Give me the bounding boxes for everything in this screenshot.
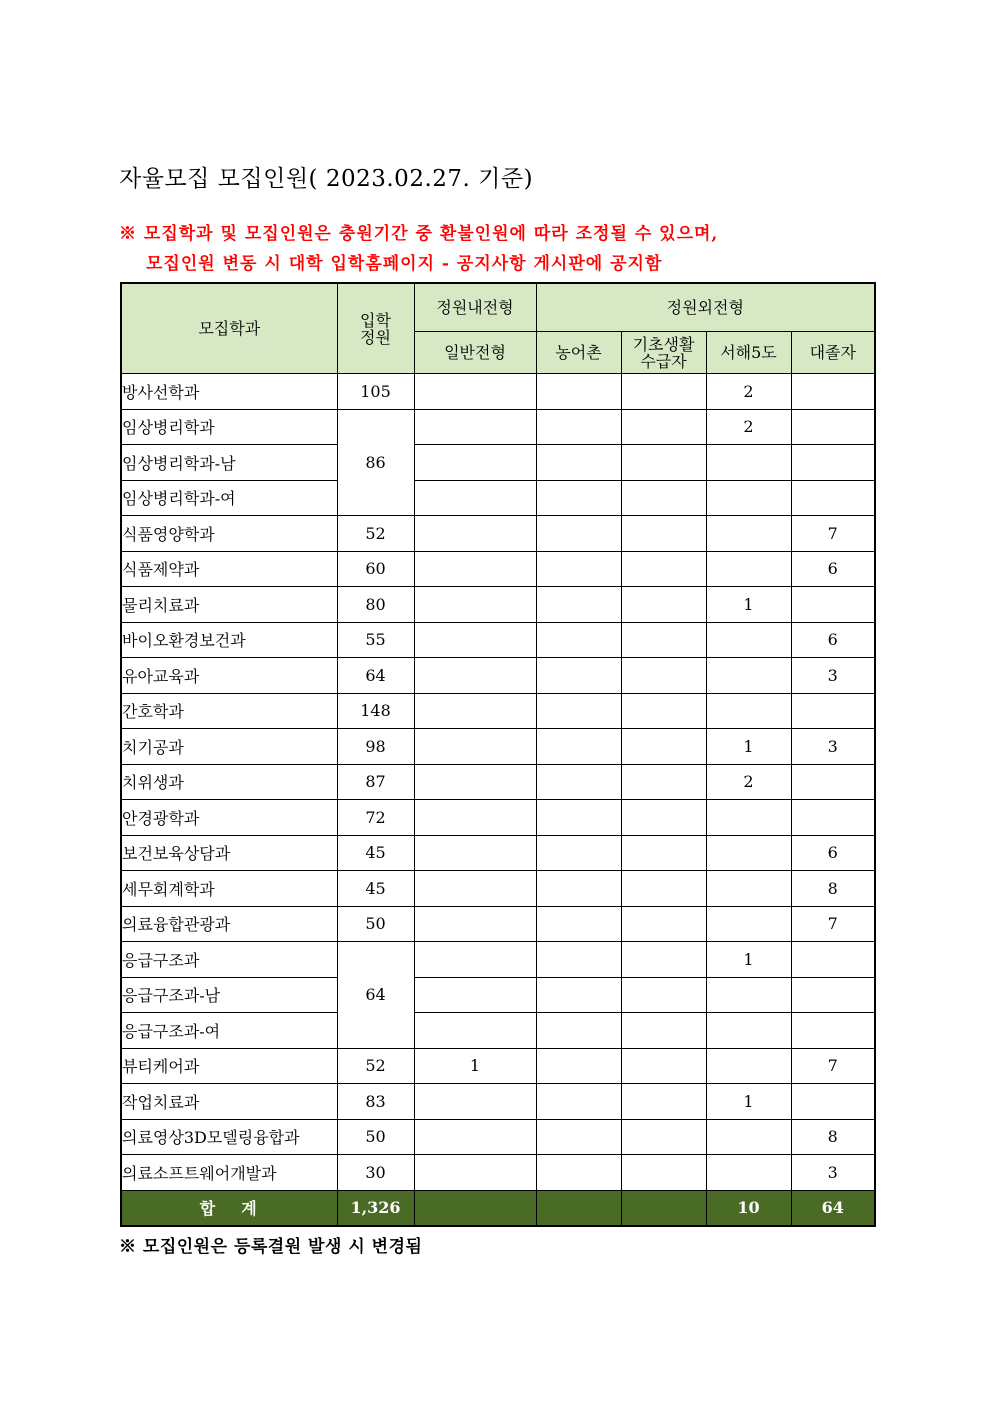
basic-cell [621, 835, 706, 871]
dept-name: 임상병리학과-남 [121, 445, 337, 481]
basic-cell [621, 622, 706, 658]
rural-cell [536, 800, 621, 836]
grad-cell [791, 480, 875, 516]
dept-name: 간호학과 [121, 693, 337, 729]
quota-cell: 30 [337, 1155, 414, 1191]
dept-name: 치위생과 [121, 764, 337, 800]
grad-cell: 7 [791, 906, 875, 942]
seohae-cell: 1 [706, 942, 791, 978]
quota-cell: 50 [337, 906, 414, 942]
basic-cell [621, 1048, 706, 1084]
basic-cell [621, 480, 706, 516]
header-within-quota: 정원내전형 [414, 283, 536, 332]
rural-cell [536, 622, 621, 658]
seohae-cell [706, 516, 791, 552]
dept-name: 세무회계학과 [121, 871, 337, 907]
quota-cell: 55 [337, 622, 414, 658]
quota-cell: 80 [337, 587, 414, 623]
header-outside-quota: 정원외전형 [536, 283, 875, 332]
total-label: 합계 [121, 1190, 337, 1226]
dept-name: 물리치료과 [121, 587, 337, 623]
dept-name: 방사선학과 [121, 374, 337, 410]
general-cell [414, 800, 536, 836]
rural-cell [536, 729, 621, 765]
quota-cell: 148 [337, 693, 414, 729]
grad-cell: 6 [791, 551, 875, 587]
quota-cell: 52 [337, 1048, 414, 1084]
general-cell [414, 764, 536, 800]
table-row [121, 587, 875, 623]
rural-cell [536, 906, 621, 942]
quota-cell: 86 [337, 409, 414, 516]
basic-cell [621, 906, 706, 942]
table-row [121, 693, 875, 729]
general-cell [414, 906, 536, 942]
table-row [121, 764, 875, 800]
total-basic [621, 1190, 706, 1226]
dept-name: 식품영양학과 [121, 516, 337, 552]
general-cell [414, 1119, 536, 1155]
general-cell [414, 1013, 536, 1049]
general-cell [414, 480, 536, 516]
general-cell [414, 871, 536, 907]
footnote: ※ 모집인원은 등록결원 발생 시 변경됨 [119, 1237, 423, 1257]
seohae-cell: 1 [706, 729, 791, 765]
grad-cell [791, 977, 875, 1013]
seohae-cell: 1 [706, 587, 791, 623]
table-row [121, 516, 875, 552]
grad-cell: 8 [791, 871, 875, 907]
rural-cell [536, 871, 621, 907]
grad-cell [791, 587, 875, 623]
table-row [121, 445, 875, 481]
dept-name: 유아교육과 [121, 658, 337, 694]
basic-cell [621, 409, 706, 445]
table-row [121, 871, 875, 907]
seohae-cell [706, 906, 791, 942]
header-quota: 입학 정원 [337, 283, 414, 374]
rural-cell [536, 1155, 621, 1191]
basic-cell [621, 551, 706, 587]
table-row [121, 1155, 875, 1191]
quota-cell: 52 [337, 516, 414, 552]
rural-cell [536, 693, 621, 729]
seohae-cell [706, 835, 791, 871]
basic-cell [621, 800, 706, 836]
notice-line-1: ※ 모집학과 및 모집인원은 충원기간 중 환불인원에 따라 조정될 수 있으며, [119, 224, 719, 244]
rural-cell [536, 516, 621, 552]
general-cell [414, 729, 536, 765]
basic-cell [621, 1119, 706, 1155]
dept-name: 식품제약과 [121, 551, 337, 587]
seohae-cell: 2 [706, 764, 791, 800]
quota-cell: 45 [337, 871, 414, 907]
total-quota: 1,326 [337, 1190, 414, 1226]
table-row [121, 906, 875, 942]
table-row [121, 1013, 875, 1049]
table-row [121, 1084, 875, 1120]
rural-cell [536, 480, 621, 516]
quota-cell: 50 [337, 1119, 414, 1155]
grad-cell: 7 [791, 1048, 875, 1084]
table-row [121, 480, 875, 516]
grad-cell [791, 693, 875, 729]
general-cell [414, 658, 536, 694]
basic-cell [621, 516, 706, 552]
rural-cell [536, 942, 621, 978]
seohae-cell [706, 871, 791, 907]
header-graduate: 대졸자 [791, 332, 875, 374]
general-cell [414, 835, 536, 871]
total-row [121, 1190, 875, 1226]
dept-name: 임상병리학과-여 [121, 480, 337, 516]
seohae-cell [706, 800, 791, 836]
dept-name: 응급구조과-여 [121, 1013, 337, 1049]
seohae-cell: 2 [706, 374, 791, 410]
table-row [121, 551, 875, 587]
general-cell [414, 445, 536, 481]
rural-cell [536, 1048, 621, 1084]
rural-cell [536, 835, 621, 871]
rural-cell [536, 658, 621, 694]
rural-cell [536, 587, 621, 623]
seohae-cell [706, 693, 791, 729]
seohae-cell: 2 [706, 409, 791, 445]
table-row [121, 374, 875, 410]
dept-name: 의료융합관광과 [121, 906, 337, 942]
quota-cell: 64 [337, 658, 414, 694]
table-row [121, 1119, 875, 1155]
dept-name: 작업치료과 [121, 1084, 337, 1120]
rural-cell [536, 764, 621, 800]
notice-line-2: 모집인원 변동 시 대학 입학홈페이지 - 공지사항 게시판에 공지함 [146, 254, 663, 274]
seohae-cell [706, 1119, 791, 1155]
rural-cell [536, 1084, 621, 1120]
table-row [121, 835, 875, 871]
general-cell [414, 1084, 536, 1120]
table-row [121, 658, 875, 694]
table-row [121, 977, 875, 1013]
dept-name: 의료영상3D모델링융합과 [121, 1119, 337, 1155]
dept-name: 안경광학과 [121, 800, 337, 836]
seohae-cell [706, 622, 791, 658]
general-cell [414, 409, 536, 445]
seohae-cell [706, 1048, 791, 1084]
seohae-cell [706, 551, 791, 587]
grad-cell: 3 [791, 1155, 875, 1191]
table-row [121, 1048, 875, 1084]
total-seohae: 10 [706, 1190, 791, 1226]
general-cell [414, 374, 536, 410]
rural-cell [536, 1119, 621, 1155]
grad-cell [791, 445, 875, 481]
rural-cell [536, 977, 621, 1013]
grad-cell: 6 [791, 622, 875, 658]
basic-cell [621, 729, 706, 765]
dept-name: 바이오환경보건과 [121, 622, 337, 658]
grad-cell [791, 374, 875, 410]
basic-cell [621, 977, 706, 1013]
rural-cell [536, 1013, 621, 1049]
header-dept: 모집학과 [121, 283, 337, 374]
basic-cell [621, 1013, 706, 1049]
total-general [414, 1190, 536, 1226]
grad-cell [791, 942, 875, 978]
basic-cell [621, 374, 706, 410]
quota-cell: 72 [337, 800, 414, 836]
table-row [121, 729, 875, 765]
rural-cell [536, 551, 621, 587]
basic-cell [621, 658, 706, 694]
general-cell [414, 942, 536, 978]
general-cell [414, 1155, 536, 1191]
header-basic-living: 기초생활 수급자 [621, 332, 706, 374]
grad-cell: 8 [791, 1119, 875, 1155]
seohae-cell [706, 658, 791, 694]
basic-cell [621, 445, 706, 481]
grad-cell [791, 764, 875, 800]
basic-cell [621, 871, 706, 907]
grad-cell [791, 800, 875, 836]
seohae-cell [706, 1155, 791, 1191]
general-cell [414, 516, 536, 552]
header-seohae: 서해5도 [706, 332, 791, 374]
quota-cell: 83 [337, 1084, 414, 1120]
general-cell [414, 587, 536, 623]
header-general: 일반전형 [414, 332, 536, 374]
basic-cell [621, 1155, 706, 1191]
general-cell: 1 [414, 1048, 536, 1084]
quota-cell: 105 [337, 374, 414, 410]
seohae-cell [706, 480, 791, 516]
seohae-cell: 1 [706, 1084, 791, 1120]
grad-cell: 7 [791, 516, 875, 552]
seohae-cell [706, 445, 791, 481]
basic-cell [621, 1084, 706, 1120]
quota-cell: 98 [337, 729, 414, 765]
dept-name: 뷰티케어과 [121, 1048, 337, 1084]
dept-name: 보건보육상담과 [121, 835, 337, 871]
rural-cell [536, 374, 621, 410]
seohae-cell [706, 977, 791, 1013]
grad-cell: 3 [791, 658, 875, 694]
general-cell [414, 622, 536, 658]
grad-cell: 3 [791, 729, 875, 765]
basic-cell [621, 942, 706, 978]
total-grad: 64 [791, 1190, 875, 1226]
general-cell [414, 977, 536, 1013]
basic-cell [621, 693, 706, 729]
rural-cell [536, 445, 621, 481]
table-row [121, 622, 875, 658]
general-cell [414, 551, 536, 587]
quota-cell: 87 [337, 764, 414, 800]
table-row [121, 800, 875, 836]
quota-cell: 60 [337, 551, 414, 587]
table-row [121, 409, 875, 445]
general-cell [414, 693, 536, 729]
grad-cell [791, 1013, 875, 1049]
page-title: 자율모집 모집인원( 2023.02.27. 기준) [119, 166, 534, 192]
grad-cell [791, 409, 875, 445]
seohae-cell [706, 1013, 791, 1049]
rural-cell [536, 409, 621, 445]
dept-name: 치기공과 [121, 729, 337, 765]
quota-cell: 45 [337, 835, 414, 871]
total-rural [536, 1190, 621, 1226]
grad-cell: 6 [791, 835, 875, 871]
dept-name: 응급구조과 [121, 942, 337, 978]
basic-cell [621, 764, 706, 800]
header-rural: 농어촌 [536, 332, 621, 374]
quota-cell: 64 [337, 942, 414, 1049]
table-row [121, 942, 875, 978]
basic-cell [621, 587, 706, 623]
recruitment-table [120, 282, 876, 1227]
dept-name: 의료소프트웨어개발과 [121, 1155, 337, 1191]
grad-cell [791, 1084, 875, 1120]
dept-name: 응급구조과-남 [121, 977, 337, 1013]
dept-name: 임상병리학과 [121, 409, 337, 445]
